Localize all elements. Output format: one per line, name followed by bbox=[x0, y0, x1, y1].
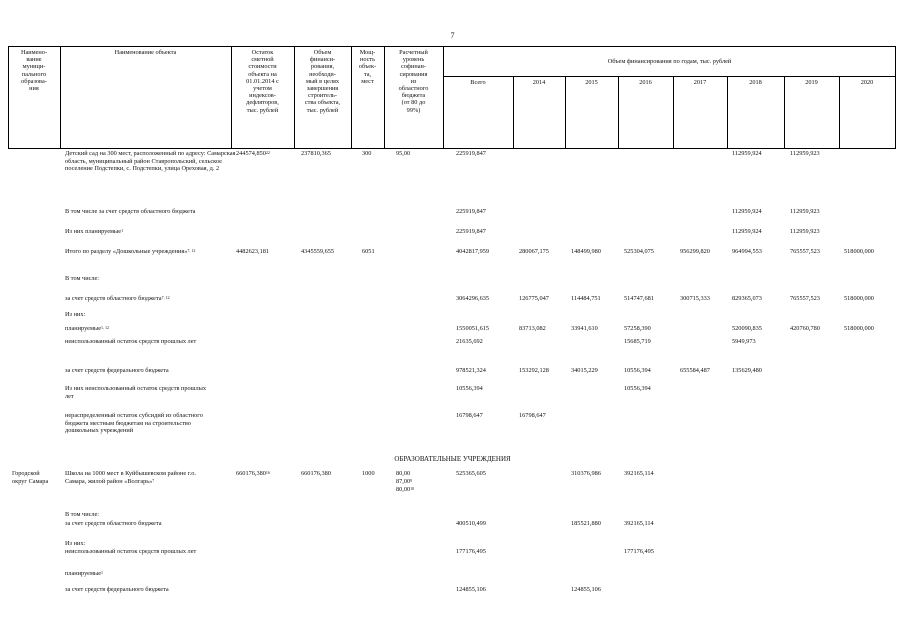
value-cell-y2020-text: 518000,000 bbox=[844, 325, 874, 332]
object-name-footnote: 1 bbox=[100, 570, 103, 575]
value-cell-total bbox=[456, 548, 486, 556]
municipality-cell bbox=[12, 470, 56, 485]
value-cell-y2014 bbox=[519, 367, 549, 375]
object-name bbox=[65, 338, 215, 346]
object-name-text: Школа на 1000 мест в Куйбышевском районе г.о. Самара, жилой район «Волгарь» bbox=[65, 470, 196, 485]
value-cell-y2019 bbox=[790, 248, 820, 256]
cofinancing-cell-2-footnote: 9 bbox=[410, 478, 413, 483]
value-cell-y2016 bbox=[624, 367, 651, 375]
value-cell-total bbox=[456, 248, 489, 256]
value-cell-y2020 bbox=[844, 295, 874, 303]
object-name-text: за счет средств областного бюджета bbox=[65, 520, 162, 527]
object-name-text: В том числе: bbox=[65, 511, 100, 518]
value-cell-y2019-text: 765557,523 bbox=[790, 248, 820, 255]
header-capacity: Мощ- ность объек- та, мест bbox=[358, 49, 377, 85]
value-cell-total bbox=[456, 150, 486, 158]
object-name-footnote: 7 bbox=[152, 477, 155, 483]
value-cell-total-text: 16798,647 bbox=[456, 412, 483, 419]
header-cofinancing: Расчетный уровень софинан- сирования из областного бюджета (от 80 до 99%) bbox=[398, 49, 429, 114]
value-cell-y2018-text: 964994,553 bbox=[732, 248, 762, 255]
value-cell-y2016-text: 10556,394 bbox=[624, 367, 651, 374]
value-cell-y2016-text: 392165,114 bbox=[624, 520, 654, 527]
capacity-cell-text: 6051 bbox=[362, 248, 375, 255]
value-cell-y2014-text: 153292,128 bbox=[519, 367, 549, 374]
object-name bbox=[65, 548, 215, 556]
value-cell-y2016 bbox=[624, 470, 654, 478]
value-cell-total bbox=[456, 586, 486, 594]
value-cell-total-text: 3064296,635 bbox=[456, 295, 490, 302]
cofinancing-cell-2-text: 87,00 bbox=[396, 478, 411, 485]
value-cell-y2019 bbox=[790, 208, 820, 216]
value-cell-y2014-text: 83713,082 bbox=[519, 325, 546, 332]
value-cell-y2019 bbox=[790, 325, 820, 333]
value-cell-total bbox=[456, 295, 489, 303]
value-cell-y2017 bbox=[680, 295, 710, 303]
value-cell-y2014-text: 16798,647 bbox=[519, 412, 546, 419]
object-name-text: неиспользованный остаток средств прошлых лет bbox=[65, 548, 197, 555]
header-year-2019: 2019 bbox=[805, 79, 818, 86]
remaining-cost-cell-text: 660176,380 bbox=[236, 470, 266, 477]
object-name bbox=[65, 295, 225, 303]
value-cell-y2019-text: 112959,923 bbox=[790, 208, 820, 215]
value-cell-total-text: 225919,847 bbox=[456, 150, 486, 157]
value-cell-total bbox=[456, 208, 486, 216]
value-cell-total-text: 225919,847 bbox=[456, 228, 486, 235]
value-cell-y2018 bbox=[732, 228, 762, 236]
value-cell-total-text: 10556,394 bbox=[456, 385, 483, 392]
value-cell-y2019-text: 112959,923 bbox=[790, 150, 820, 157]
municipality-cell-text: Городской округ Самара bbox=[12, 470, 49, 485]
object-name bbox=[65, 311, 225, 319]
header-municipality: Наимено- вание муници- пального образова- ния bbox=[20, 49, 48, 93]
value-cell-y2017-text: 300715,333 bbox=[680, 295, 710, 302]
value-cell-y2020 bbox=[844, 248, 874, 256]
capacity-cell bbox=[362, 248, 375, 256]
cofinancing-cell-2 bbox=[396, 478, 412, 486]
value-cell-total bbox=[456, 385, 483, 393]
value-cell-y2015-text: 148499,980 bbox=[571, 248, 601, 255]
header-year-2017: 2017 bbox=[693, 79, 707, 86]
value-cell-y2020-text: 518000,000 bbox=[844, 248, 874, 255]
value-cell-y2019 bbox=[790, 228, 820, 236]
object-name-text: нераспределенный остаток субсидий из областного бюджета местным бюджетам на строительство дошкольных учреждений bbox=[65, 412, 203, 434]
object-name-text: Из них неиспользованный остаток средств прошлых лет bbox=[65, 385, 207, 400]
value-cell-y2014 bbox=[519, 325, 546, 333]
value-cell-y2016-text: 15685,719 bbox=[624, 338, 651, 345]
object-name bbox=[65, 275, 225, 283]
value-cell-y2016-text: 10556,394 bbox=[624, 385, 651, 392]
value-cell-y2016 bbox=[624, 325, 651, 333]
funding-needed-cell bbox=[301, 150, 331, 158]
value-cell-y2015-text: 185521,880 bbox=[571, 520, 601, 527]
value-cell-y2018 bbox=[732, 208, 762, 216]
value-cell-y2015-text: 124855,106 bbox=[571, 586, 601, 593]
value-cell-y2018-text: 112959,924 bbox=[732, 228, 762, 235]
value-cell-total bbox=[456, 325, 489, 333]
value-cell-y2016-text: 514747,681 bbox=[624, 295, 654, 302]
value-cell-y2017-text: 655584,487 bbox=[680, 367, 710, 374]
value-cell-y2019-text: 420760,780 bbox=[790, 325, 820, 332]
value-cell-total-text: 124855,106 bbox=[456, 586, 486, 593]
value-cell-y2018-text: 112959,924 bbox=[732, 208, 762, 215]
object-name-text: Из них: bbox=[65, 540, 86, 547]
object-name-text: В том числе за счет средств областного бюджета bbox=[65, 208, 196, 215]
value-cell-total bbox=[456, 228, 486, 236]
object-name-footnote: 7, 12 bbox=[161, 295, 170, 300]
value-cell-y2016 bbox=[624, 548, 654, 556]
value-cell-y2016 bbox=[624, 248, 654, 256]
remaining-cost-cell-text: 4482623,181 bbox=[236, 248, 270, 255]
remaining-cost-cell bbox=[236, 470, 270, 478]
value-cell-y2018 bbox=[732, 150, 762, 158]
object-name bbox=[65, 150, 237, 173]
header-remaining-cost: Остаток сметной стоимости объекта на 01.01.2014 с учетом индексов- дефляторов, тыс. рублей bbox=[246, 49, 279, 114]
object-name bbox=[65, 248, 215, 256]
object-name bbox=[65, 412, 215, 435]
object-name-text: В том числе: bbox=[65, 275, 100, 282]
value-cell-y2016-text: 57258,390 bbox=[624, 325, 651, 332]
value-cell-y2020 bbox=[844, 325, 874, 333]
remaining-cost-cell bbox=[236, 248, 269, 256]
cofinancing-cell bbox=[396, 150, 410, 158]
value-cell-y2019 bbox=[790, 295, 820, 303]
value-cell-y2019-text: 765557,523 bbox=[790, 295, 820, 302]
header-volume-title: Объем финансирования по годам, тыс. рублей bbox=[607, 58, 732, 65]
value-cell-y2018 bbox=[732, 248, 762, 256]
value-cell-y2014 bbox=[519, 248, 549, 256]
value-cell-total bbox=[456, 338, 483, 346]
value-cell-total-text: 4042817,959 bbox=[456, 248, 490, 255]
object-name bbox=[65, 470, 217, 485]
remaining-cost-cell-footnote: 16 bbox=[265, 470, 270, 475]
object-name bbox=[65, 367, 225, 375]
object-name bbox=[65, 570, 225, 578]
cofinancing-cell-text: 80,00 bbox=[396, 470, 411, 477]
header-year-2016: 2016 bbox=[639, 79, 652, 86]
object-name-footnote: 1, 12 bbox=[100, 325, 109, 330]
value-cell-total bbox=[456, 520, 486, 528]
object-name-text: за счет средств областного бюджета bbox=[65, 295, 162, 302]
cofinancing-cell bbox=[396, 470, 410, 478]
value-cell-y2016 bbox=[624, 520, 654, 528]
value-cell-y2020-text: 518000,000 bbox=[844, 295, 874, 302]
value-cell-y2015-text: 33941,610 bbox=[571, 325, 598, 332]
funding-needed-cell bbox=[301, 470, 331, 478]
object-name bbox=[65, 325, 225, 333]
remaining-cost-cell-footnote: 22 bbox=[265, 150, 270, 155]
value-cell-y2016 bbox=[624, 338, 651, 346]
value-cell-total-text: 978521,324 bbox=[456, 367, 486, 374]
funding-needed-cell-text: 237810,365 bbox=[301, 150, 331, 157]
value-cell-y2018 bbox=[732, 338, 756, 346]
value-cell-y2015 bbox=[571, 367, 598, 375]
cofinancing-cell-text: 95,00 bbox=[396, 150, 411, 157]
funding-needed-cell-text: 4345559,655 bbox=[301, 248, 335, 255]
value-cell-y2018 bbox=[732, 367, 762, 375]
value-cell-total-text: 525365,605 bbox=[456, 470, 486, 477]
object-name bbox=[65, 385, 215, 400]
object-name-text: за счет средств федерального бюджета bbox=[65, 367, 169, 374]
header-object: Наименование объекта bbox=[114, 49, 177, 56]
section-title: ОБРАЗОВАТЕЛЬНЫЕ УЧРЕЖДЕНИЯ bbox=[394, 455, 511, 463]
value-cell-y2019 bbox=[790, 150, 820, 158]
value-cell-y2016 bbox=[624, 295, 654, 303]
value-cell-y2015-text: 114484,751 bbox=[571, 295, 601, 302]
object-name-footnote: 7, 12 bbox=[187, 248, 196, 253]
value-cell-total bbox=[456, 367, 486, 375]
capacity-cell bbox=[362, 150, 371, 158]
object-name bbox=[65, 520, 225, 528]
funding-needed-cell bbox=[301, 248, 334, 256]
value-cell-y2015 bbox=[571, 470, 601, 478]
value-cell-y2015-text: 310376,986 bbox=[571, 470, 601, 477]
object-name-footnote: 1 bbox=[121, 228, 124, 233]
capacity-cell-text: 300 bbox=[362, 150, 372, 157]
object-name-text: планируемые bbox=[65, 325, 101, 332]
value-cell-y2015-text: 34015,229 bbox=[571, 367, 598, 374]
value-cell-y2018 bbox=[732, 295, 762, 303]
object-name-text: за счет средств федерального бюджета bbox=[65, 586, 169, 593]
header-year-2014: 2014 bbox=[532, 79, 546, 86]
object-name bbox=[65, 228, 225, 236]
header-funding-needed: Объем финанси- рования, необходи- мый в целях завершения строитель- ства объекта, тыс. рублей bbox=[304, 49, 341, 114]
cofinancing-cell-3-text: 80,00 bbox=[396, 486, 411, 493]
value-cell-y2018-text: 112959,924 bbox=[732, 150, 762, 157]
value-cell-y2016-text: 177176,495 bbox=[624, 548, 654, 555]
value-cell-y2018-text: 135629,480 bbox=[732, 367, 762, 374]
value-cell-y2018-text: 829365,073 bbox=[732, 295, 762, 302]
value-cell-total-text: 225919,847 bbox=[456, 208, 486, 215]
value-cell-y2014-text: 280067,175 bbox=[519, 248, 549, 255]
value-cell-y2015 bbox=[571, 325, 598, 333]
value-cell-y2016-text: 525304,075 bbox=[624, 248, 654, 255]
page-number: 7 bbox=[450, 31, 455, 40]
header-year-2020: 2020 bbox=[860, 79, 874, 86]
value-cell-y2014-text: 126775,047 bbox=[519, 295, 549, 302]
value-cell-y2014 bbox=[519, 295, 549, 303]
header-year-2018: 2018 bbox=[749, 79, 762, 86]
object-name-text: планируемые bbox=[65, 570, 101, 577]
object-name-text: неиспользованный остаток средств прошлых лет bbox=[65, 338, 197, 345]
value-cell-y2016 bbox=[624, 385, 651, 393]
remaining-cost-cell bbox=[236, 150, 270, 158]
capacity-cell bbox=[362, 470, 375, 478]
value-cell-y2017-text: 956299,820 bbox=[680, 248, 710, 255]
value-cell-total-text: 1550051,615 bbox=[456, 325, 490, 332]
value-cell-y2017 bbox=[680, 248, 710, 256]
capacity-cell-text: 1000 bbox=[362, 470, 375, 477]
object-name bbox=[65, 511, 225, 519]
value-cell-total bbox=[456, 470, 486, 478]
value-cell-y2016-text: 392165,114 bbox=[624, 470, 654, 477]
object-name-text: Из них: bbox=[65, 311, 86, 318]
value-cell-total-text: 177176,495 bbox=[456, 548, 486, 555]
object-name-text: Итого по разделу «Дошкольные учреждения» bbox=[65, 248, 188, 255]
header-year-2015: 2015 bbox=[585, 79, 598, 86]
value-cell-y2018 bbox=[732, 325, 762, 333]
object-name-text: Из них планируемые bbox=[65, 228, 122, 235]
value-cell-y2015 bbox=[571, 248, 601, 256]
value-cell-y2015 bbox=[571, 586, 601, 594]
value-cell-total bbox=[456, 412, 483, 420]
object-name bbox=[65, 540, 225, 548]
object-name bbox=[65, 586, 225, 594]
value-cell-y2017 bbox=[680, 367, 710, 375]
funding-needed-cell-text: 660176,380 bbox=[301, 470, 331, 477]
value-cell-total-text: 21635,692 bbox=[456, 338, 483, 345]
object-name bbox=[65, 208, 225, 216]
header-year-total: Всего bbox=[470, 79, 486, 86]
value-cell-y2019-text: 112959,923 bbox=[790, 228, 820, 235]
remaining-cost-cell-text: 244574,850 bbox=[236, 150, 266, 157]
object-name-text: Детский сад на 300 мест, расположенный по адресу: Самарская область, муниципальный район Ставропольский, сельское поселение Подстепки, с. Подстепки, улица Ореховая, д. 2 bbox=[65, 150, 236, 172]
cofinancing-cell-3-footnote: 10 bbox=[410, 486, 415, 491]
value-cell-total-text: 400510,499 bbox=[456, 520, 486, 527]
value-cell-y2018-text: 5949,973 bbox=[732, 338, 756, 345]
value-cell-y2014 bbox=[519, 412, 546, 420]
cofinancing-cell-3 bbox=[396, 486, 414, 494]
value-cell-y2015 bbox=[571, 520, 601, 528]
value-cell-y2018-text: 520090,835 bbox=[732, 325, 762, 332]
value-cell-y2015 bbox=[571, 295, 601, 303]
